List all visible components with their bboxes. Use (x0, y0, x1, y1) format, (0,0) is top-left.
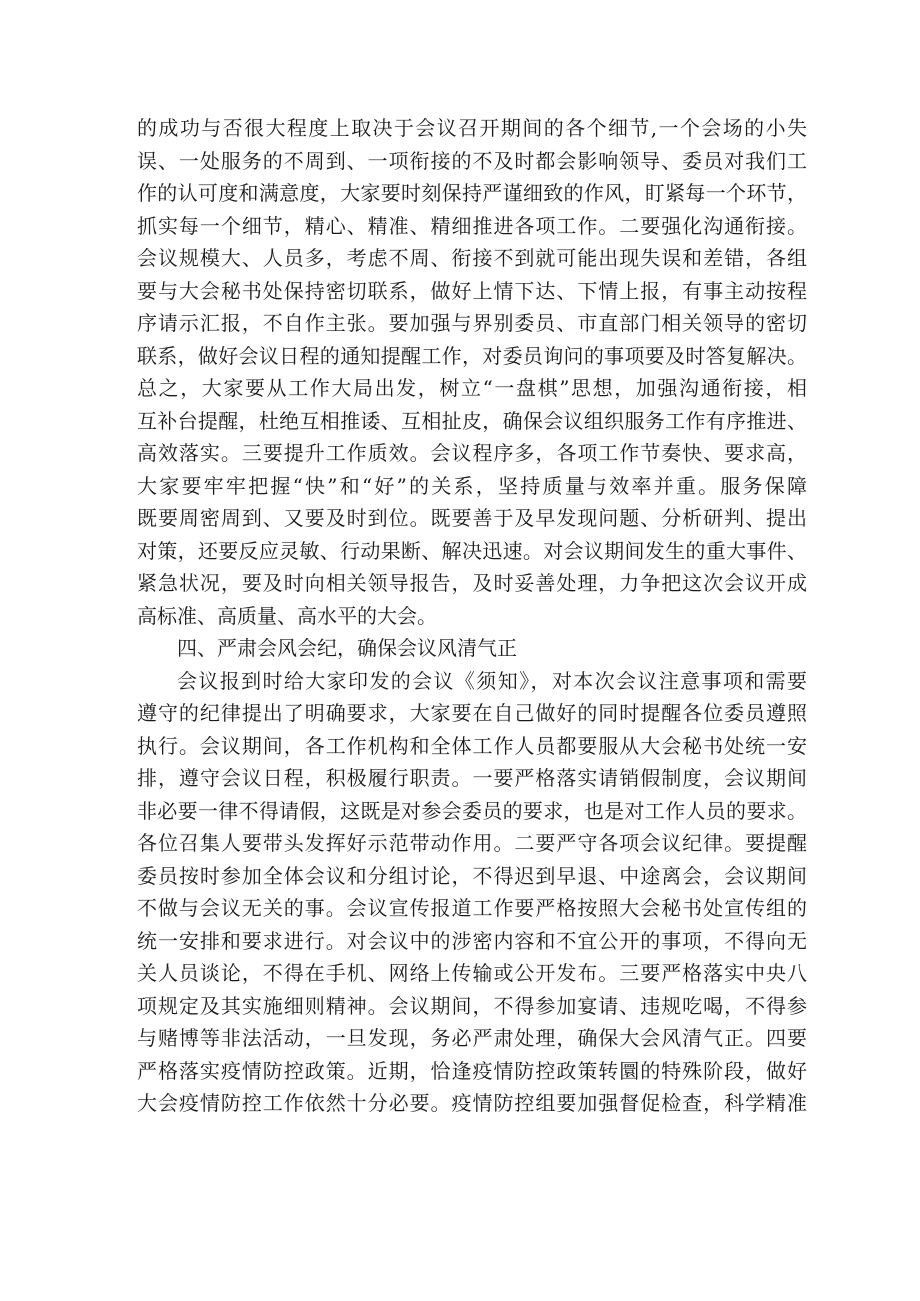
text-line: 不做与会议无关的事。会议宣传报道工作要严格按照大会秘书处宣传组的 (137, 896, 807, 920)
text-line: 紧急状况，要及时向相关领导报告，及时妥善处理，力争把这次会议开成 (137, 571, 807, 595)
text-line: 遵守的纪律提出了明确要求，大家要在自己做好的同时提醒各位委员遵照 (137, 701, 807, 725)
text-line: 抓实每一个细节，精心、精准、精细推进各项工作。二要强化沟通衔接。 (137, 213, 807, 238)
text-line: 联系，做好会议日程的通知提醒工作，对委员询问的事项要及时答复解决。 (137, 343, 807, 368)
paragraph-first-line: 会议报到时给大家印发的会议《须知》，对本次会议注意事项和需要 (177, 668, 807, 693)
text-line: 执行。会议期间，各工作机构和全体工作人员都要服从大会秘书处统一安 (137, 733, 807, 758)
section-heading: 四、严肃会风会纪，确保会议风清气正 (177, 636, 517, 660)
text-line: 的成功与否很大程度上取决于会议召开期间的各个细节,一个会场的小失 (137, 116, 807, 140)
text-line: 排，遵守会议日程，积极履行职责。一要严格落实请销假制度，会议期间 (137, 766, 807, 790)
text-line: 高效落实。三要提升工作质效。会议程序多，各项工作节奏快、要求高， (137, 441, 807, 465)
text-line: 严格落实疫情防控政策。近期，恰逢疫情防控政策转圜的特殊阶段，做好 (137, 1058, 807, 1083)
text-line: 会议规模大、人员多，考虑不周、衔接不到就可能出现失误和差错，各组 (137, 246, 807, 270)
text-line: 委员按时参加全体会议和分组讨论，不得迟到早退、中途离会，会议期间 (137, 863, 807, 888)
text-line: 各位召集人要带头发挥好示范带动作用。二要严守各项会议纪律。要提醒 (137, 831, 807, 855)
text-line: 互补台提醒，杜绝互相推诿、互相扯皮，确保会议组织服务工作有序推进、 (137, 408, 807, 433)
text-line: 对策，还要反应灵敏、行动果断、解决迅速。对会议期间发生的重大事件、 (137, 538, 807, 563)
text-line: 与赌博等非法活动，一旦发现，务必严肃处理，确保大会风清气正。四要 (137, 1026, 807, 1050)
text-line: 大家要牢牢把握“快”和“好”的关系，坚持质量与效率并重。服务保障 (137, 473, 807, 498)
text-line: 统一安排和要求进行。对会议中的涉密内容和不宜公开的事项，不得向无 (137, 928, 807, 953)
text-line: 大会疫情防控工作依然十分必要。疫情防控组要加强督促检查，科学精准 (137, 1091, 807, 1115)
text-line: 序请示汇报，不自作主张。要加强与界别委员、市直部门相关领导的密切 (137, 311, 807, 335)
text-line: 关人员谈论，不得在手机、网络上传输或公开发布。三要严格落实中央八 (137, 961, 807, 985)
text-line: 要与大会秘书处保持密切联系，做好上情下达、下情上报，有事主动按程 (137, 278, 807, 303)
text-line: 非必要一律不得请假，这既是对参会委员的要求，也是对工作人员的要求。 (137, 798, 807, 823)
text-line: 总之，大家要从工作大局出发，树立“一盘棋”思想，加强沟通衔接，相 (137, 376, 807, 400)
text-line: 项规定及其实施细则精神。会议期间，不得参加宴请、违规吃喝，不得参 (137, 993, 807, 1018)
text-line: 作的认可度和满意度，大家要时刻保持严谨细致的作风，盯紧每一个环节， (137, 181, 807, 205)
text-line: 既要周密周到、又要及时到位。既要善于及早发现问题、分析研判、提出 (137, 506, 807, 530)
body-text (137, 112, 807, 1120)
text-line: 误、一处服务的不周到、一项衔接的不及时都会影响领导、委员对我们工 (137, 148, 807, 173)
paragraph-last-line: 高标准、高质量、高水平的大会。 (137, 603, 437, 628)
